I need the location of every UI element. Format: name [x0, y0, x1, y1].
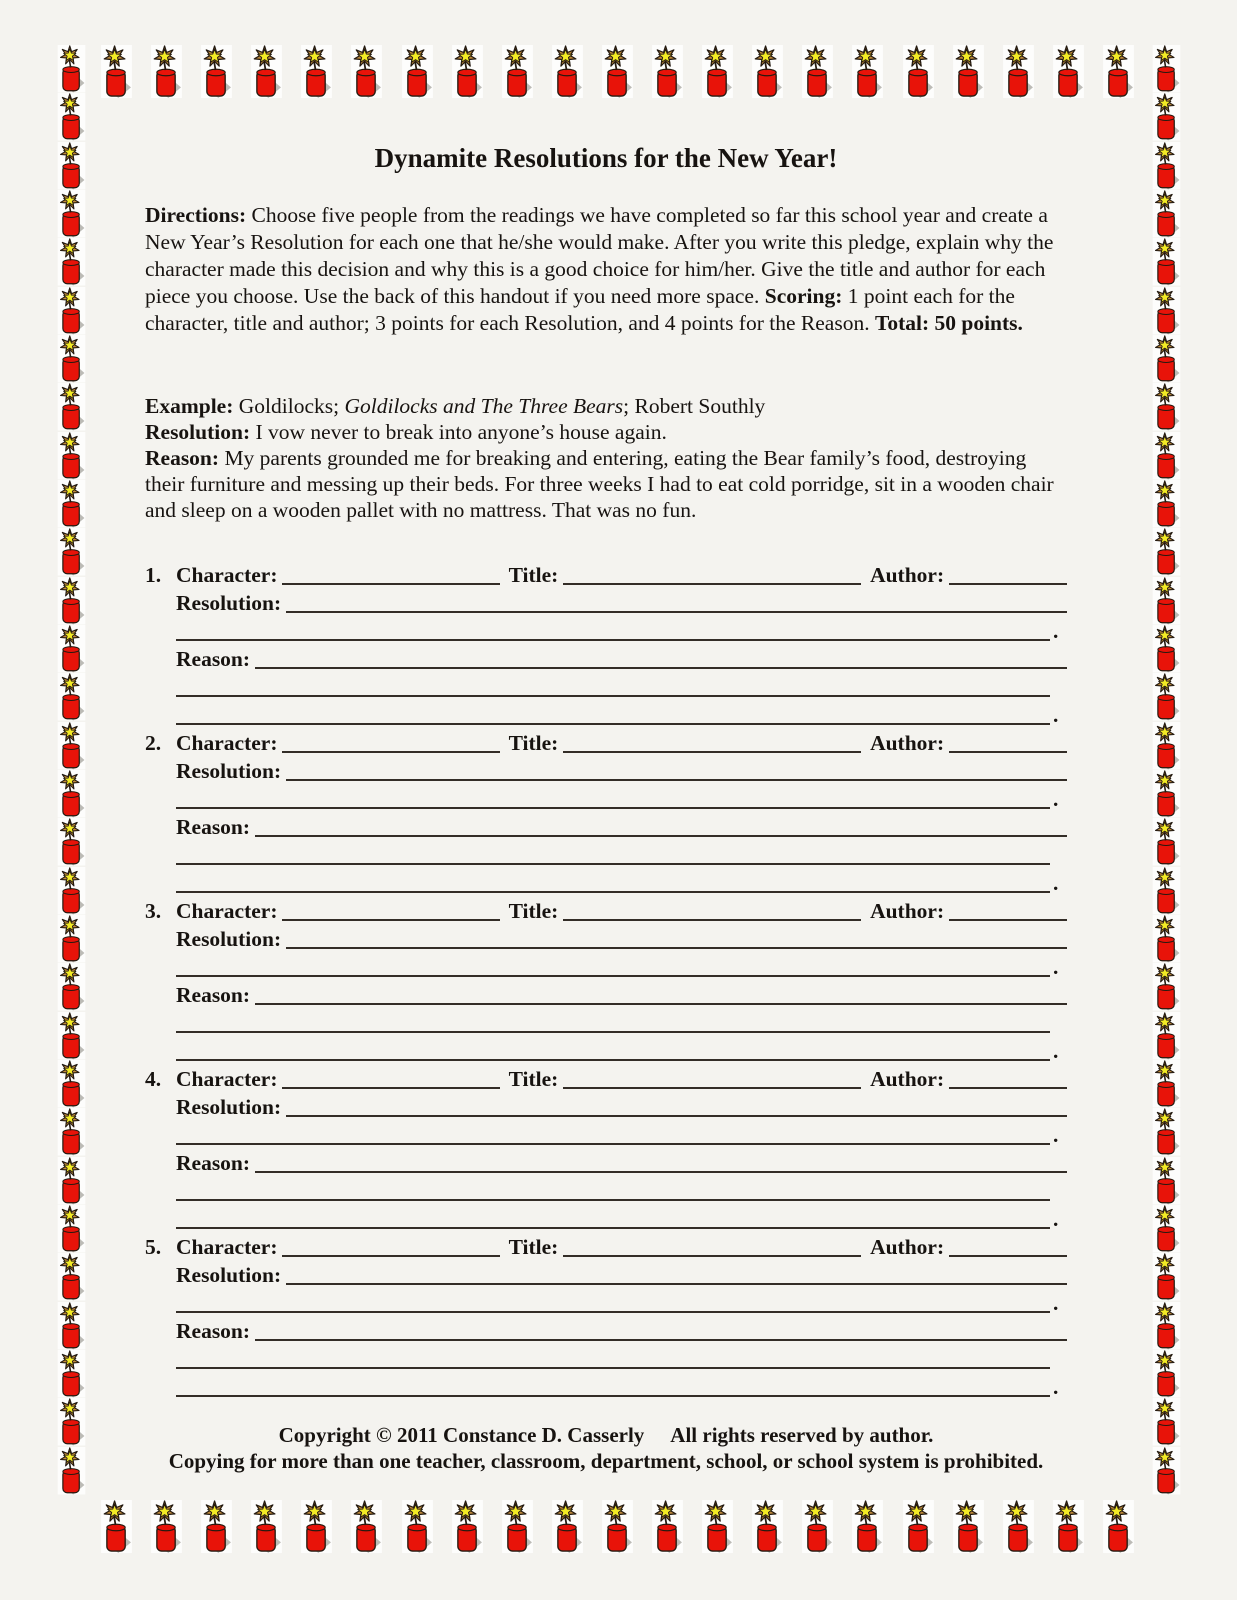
example-author: ; Robert Southly [623, 394, 766, 418]
firecracker-icon [451, 45, 484, 99]
character-blank[interactable] [282, 751, 499, 753]
firecracker-icon [1150, 432, 1183, 480]
resolution-blank-2[interactable] [176, 975, 1050, 977]
reason-blank-3[interactable] [176, 891, 1050, 893]
firecracker-icon [250, 45, 283, 99]
firecracker-icon [701, 1500, 734, 1554]
reason-blank[interactable] [255, 1003, 1067, 1005]
firecracker-icon [55, 1302, 88, 1350]
firecracker-icon [350, 45, 383, 99]
firecracker-icon [55, 287, 88, 335]
character-title-author-row [145, 560, 1067, 588]
reason-label: Reason: [176, 815, 251, 839]
firecracker-icon [1150, 1060, 1183, 1108]
reason-label: Reason: [176, 1151, 251, 1175]
character-blank[interactable] [282, 919, 499, 921]
title-label: Title: [508, 563, 559, 587]
character-label: Character: [176, 563, 278, 587]
author-blank[interactable] [949, 919, 1067, 921]
item-number: 5. [145, 1235, 162, 1259]
resolution-label: Resolution: [176, 1263, 282, 1287]
firecracker-icon [200, 45, 233, 99]
firecracker-icon [55, 577, 88, 625]
firecracker-icon [250, 1500, 283, 1554]
reason-blank-2[interactable] [176, 1367, 1050, 1369]
page-title: Dynamite Resolutions for the New Year! [374, 143, 838, 173]
example-resolution-line [145, 419, 1067, 445]
title-label: Title: [508, 1235, 559, 1259]
firecracker-icon [350, 1500, 383, 1554]
author-blank[interactable] [949, 751, 1067, 753]
example-resolution-text: I vow never to break into anyone’s house again. [250, 420, 667, 444]
character-blank[interactable] [282, 1255, 499, 1257]
firecracker-icon [1150, 190, 1183, 238]
continuation-row [145, 868, 1067, 896]
example-line [145, 393, 1067, 419]
firecracker-icon [55, 770, 88, 818]
continuation-row [145, 840, 1067, 868]
resolution-blank[interactable] [286, 947, 1067, 949]
firecracker-icon [1150, 1012, 1183, 1060]
firecracker-icon [1150, 45, 1183, 93]
firecracker-icon [751, 1500, 784, 1554]
total-points-label: Total: 50 points. [874, 311, 1023, 335]
line-period: . [1053, 703, 1059, 727]
firecracker-icon [501, 1500, 534, 1554]
firecracker-icon [952, 1500, 985, 1554]
firecracker-icon [1150, 1157, 1183, 1205]
author-label: Author: [870, 1067, 945, 1091]
reason-blank[interactable] [255, 835, 1067, 837]
resolution-blank-2[interactable] [176, 1311, 1050, 1313]
reason-row [145, 812, 1067, 840]
firecracker-icon [55, 722, 88, 770]
firecracker-icon [1150, 625, 1183, 673]
character-title-author-row [145, 1232, 1067, 1260]
firecracker-icon [1150, 673, 1183, 721]
resolution-row [145, 588, 1067, 616]
author-blank[interactable] [949, 1087, 1067, 1089]
example-block [145, 393, 1067, 524]
firecracker-icon [1052, 1500, 1085, 1554]
example-resolution-label: Resolution: [145, 420, 251, 444]
directions-paragraph [145, 202, 1067, 364]
firecracker-icon [1150, 1205, 1183, 1253]
resolution-blank-2[interactable] [176, 807, 1050, 809]
firecracker-icon [451, 1500, 484, 1554]
firecracker-icon [601, 45, 634, 99]
title-blank[interactable] [563, 1255, 861, 1257]
continuation-row [145, 672, 1067, 700]
firecracker-icon [100, 45, 133, 99]
firecracker-icon [902, 45, 935, 99]
character-label: Character: [176, 1067, 278, 1091]
resolution-blank-2[interactable] [176, 1143, 1050, 1145]
title-blank[interactable] [563, 751, 861, 753]
reason-blank-2[interactable] [176, 863, 1050, 865]
copyright-footer [145, 1422, 1067, 1474]
reason-label: Reason: [176, 647, 251, 671]
resolution-label: Resolution: [176, 591, 282, 615]
resolution-blank[interactable] [286, 1115, 1067, 1117]
reason-blank-2[interactable] [176, 1199, 1050, 1201]
example-reason-label: Reason: [145, 446, 220, 470]
firecracker-icon [1150, 1302, 1183, 1350]
line-period: . [1053, 871, 1059, 895]
author-label: Author: [870, 1235, 945, 1259]
continuation-row [145, 784, 1067, 812]
resolution-row [145, 1260, 1067, 1288]
firecracker-icon [501, 45, 534, 99]
firecracker-icon [1150, 722, 1183, 770]
example-character: Goldilocks; [233, 394, 345, 418]
firecracker-icon [55, 142, 88, 190]
line-period: . [1053, 1375, 1059, 1399]
reason-row [145, 1316, 1067, 1344]
continuation-row [145, 1120, 1067, 1148]
line-period: . [1053, 619, 1059, 643]
reason-blank-2[interactable] [176, 695, 1050, 697]
resolution-row [145, 1092, 1067, 1120]
firecracker-icon [100, 1500, 133, 1554]
character-label: Character: [176, 731, 278, 755]
firecracker-icon [651, 45, 684, 99]
firecracker-icon [300, 45, 333, 99]
character-blank[interactable] [282, 583, 499, 585]
reason-blank-3[interactable] [176, 1227, 1050, 1229]
firecracker-icon [551, 1500, 584, 1554]
firecracker-icon [200, 1500, 233, 1554]
firecracker-icon [55, 915, 88, 963]
resolution-label: Resolution: [176, 1095, 282, 1119]
firecracker-icon [1150, 93, 1183, 141]
resolution-row [145, 756, 1067, 784]
resolution-entry-3 [145, 896, 1067, 1064]
firecracker-icon [55, 335, 88, 383]
reason-blank-2[interactable] [176, 1031, 1050, 1033]
copyright-text: Copyright © 2011 Constance D. Casserly [278, 1423, 645, 1447]
resolution-blank[interactable] [286, 611, 1067, 613]
firecracker-icon [1150, 1350, 1183, 1398]
reason-blank-3[interactable] [176, 1395, 1050, 1397]
reason-blank[interactable] [255, 1339, 1067, 1341]
firecracker-icon [55, 190, 88, 238]
firecracker-icon [55, 1012, 88, 1060]
border-left [55, 45, 88, 1495]
resolution-entry-2 [145, 728, 1067, 896]
continuation-row [145, 1204, 1067, 1232]
continuation-row [145, 952, 1067, 980]
continuation-row [145, 1036, 1067, 1064]
firecracker-icon [751, 45, 784, 99]
firecracker-icon [55, 1205, 88, 1253]
firecracker-icon [1150, 335, 1183, 383]
firecracker-icon [1150, 238, 1183, 286]
firecracker-icon [55, 1447, 88, 1495]
firecracker-icon [55, 1157, 88, 1205]
line-period: . [1053, 955, 1059, 979]
author-label: Author: [870, 899, 945, 923]
copying-restriction-line: Copying for more than one teacher, classroom, department, school, or school system is prohibited. [168, 1449, 1044, 1473]
firecracker-icon [55, 93, 88, 141]
firecracker-icon [1150, 1108, 1183, 1156]
title-blank[interactable] [563, 1087, 861, 1089]
title-label: Title: [508, 731, 559, 755]
line-period: . [1053, 1123, 1059, 1147]
resolution-blank-2[interactable] [176, 639, 1050, 641]
firecracker-icon [55, 1108, 88, 1156]
directions-label: Directions: [145, 203, 247, 227]
firecracker-icon [1002, 45, 1035, 99]
firecracker-icon [55, 238, 88, 286]
character-title-author-row [145, 896, 1067, 924]
resolution-entry-5 [145, 1232, 1067, 1400]
example-reason-text: My parents grounded me for breaking and entering, eating the Bear family’s food, destroying their furniture and messing up their beds. For three weeks I had to eat cold porridge, sit in a wooden chair and sleep on a wooden pallet with no mattress. That was no fun. [145, 446, 1054, 522]
author-blank[interactable] [949, 1255, 1067, 1257]
resolution-blank[interactable] [286, 779, 1067, 781]
firecracker-icon [1102, 45, 1135, 99]
reason-label: Reason: [176, 983, 251, 1007]
firecracker-icon [401, 45, 434, 99]
reason-blank[interactable] [255, 667, 1067, 669]
firecracker-icon [55, 1060, 88, 1108]
firecracker-icon [651, 1500, 684, 1554]
border-top [100, 45, 1135, 99]
reason-blank-3[interactable] [176, 1059, 1050, 1061]
firecracker-icon [801, 45, 834, 99]
reason-row [145, 980, 1067, 1008]
firecracker-icon [601, 1500, 634, 1554]
firecracker-icon [55, 480, 88, 528]
firecracker-icon [1150, 577, 1183, 625]
firecracker-icon [55, 625, 88, 673]
resolution-entry-1 [145, 560, 1067, 728]
character-title-author-row [145, 728, 1067, 756]
continuation-row [145, 1008, 1067, 1036]
line-period: . [1053, 1039, 1059, 1063]
firecracker-icon [851, 1500, 884, 1554]
firecracker-icon [952, 45, 985, 99]
resolution-blank[interactable] [286, 1283, 1067, 1285]
border-right [1150, 45, 1183, 1495]
firecracker-icon [1150, 818, 1183, 866]
resolution-entry-4 [145, 1064, 1067, 1232]
firecracker-icon [150, 45, 183, 99]
firecracker-icon [55, 818, 88, 866]
firecracker-icon [1150, 383, 1183, 431]
item-number: 2. [145, 731, 162, 755]
firecracker-icon [1150, 963, 1183, 1011]
firecracker-icon [55, 432, 88, 480]
firecracker-icon [55, 673, 88, 721]
firecracker-icon [1150, 1398, 1183, 1446]
continuation-row [145, 1176, 1067, 1204]
line-period: . [1053, 1207, 1059, 1231]
firecracker-icon [55, 528, 88, 576]
resolution-label: Resolution: [176, 927, 282, 951]
firecracker-icon [55, 1398, 88, 1446]
firecracker-icon [1150, 915, 1183, 963]
continuation-row [145, 1372, 1067, 1400]
firecracker-icon [401, 1500, 434, 1554]
firecracker-icon [55, 867, 88, 915]
title-blank[interactable] [563, 919, 861, 921]
firecracker-icon [701, 45, 734, 99]
reason-blank-3[interactable] [176, 723, 1050, 725]
author-label: Author: [870, 563, 945, 587]
reason-row [145, 1148, 1067, 1176]
firecracker-icon [1150, 528, 1183, 576]
continuation-row [145, 1344, 1067, 1372]
resolution-row [145, 924, 1067, 952]
worksheet-content [145, 142, 1067, 1474]
rights-text: All rights reserved by author. [670, 1423, 934, 1447]
firecracker-icon [1052, 45, 1085, 99]
continuation-row [145, 616, 1067, 644]
reason-label: Reason: [176, 1319, 251, 1343]
resolution-label: Resolution: [176, 759, 282, 783]
firecracker-icon [1150, 287, 1183, 335]
author-label: Author: [870, 731, 945, 755]
title-blank[interactable] [563, 583, 861, 585]
example-book-title: Goldilocks and The Three Bears [344, 394, 624, 418]
scoring-label: Scoring: [764, 284, 843, 308]
firecracker-icon [55, 963, 88, 1011]
character-label: Character: [176, 899, 278, 923]
line-period: . [1053, 787, 1059, 811]
firecracker-icon [1150, 867, 1183, 915]
continuation-row [145, 1288, 1067, 1316]
firecracker-icon [150, 1500, 183, 1554]
reason-row [145, 644, 1067, 672]
firecracker-icon [551, 45, 584, 99]
firecracker-icon [1150, 770, 1183, 818]
item-number: 1. [145, 563, 162, 587]
firecracker-icon [1002, 1500, 1035, 1554]
firecracker-icon [300, 1500, 333, 1554]
reason-blank[interactable] [255, 1171, 1067, 1173]
author-blank[interactable] [949, 583, 1067, 585]
firecracker-icon [1150, 1253, 1183, 1301]
scoring-text: 1 point each for the character, title and author; 3 points for each Resolution, and 4 points for the Reason. [145, 284, 1015, 335]
firecracker-icon [851, 45, 884, 99]
firecracker-icon [55, 383, 88, 431]
directions-text: Choose five people from the readings we have completed so far this school year and create a New Year’s Resolution for each one that he/she would make. After you write this pledge, explain why the character made this decision and why this is a good choice for him/her. Give the title and author for each piece you choose. Use the back of this handout if you need more space. [145, 203, 1054, 308]
firecracker-icon [55, 1350, 88, 1398]
title-label: Title: [508, 1067, 559, 1091]
firecracker-icon [1150, 1447, 1183, 1495]
character-blank[interactable] [282, 1087, 499, 1089]
line-period: . [1053, 1291, 1059, 1315]
firecracker-icon [1102, 1500, 1135, 1554]
firecracker-icon [902, 1500, 935, 1554]
copyright-line [145, 1422, 1067, 1448]
item-number: 4. [145, 1067, 162, 1091]
item-number: 3. [145, 899, 162, 923]
border-bottom [100, 1500, 1135, 1554]
firecracker-icon [1150, 480, 1183, 528]
example-label: Example: [145, 394, 234, 418]
firecracker-icon [55, 1253, 88, 1301]
character-title-author-row [145, 1064, 1067, 1092]
resolution-form [145, 560, 1067, 1400]
firecracker-icon [801, 1500, 834, 1554]
firecracker-icon [1150, 142, 1183, 190]
firecracker-icon [55, 45, 88, 93]
title-label: Title: [508, 899, 559, 923]
character-label: Character: [176, 1235, 278, 1259]
example-reason-line [145, 445, 1067, 523]
continuation-row [145, 700, 1067, 728]
